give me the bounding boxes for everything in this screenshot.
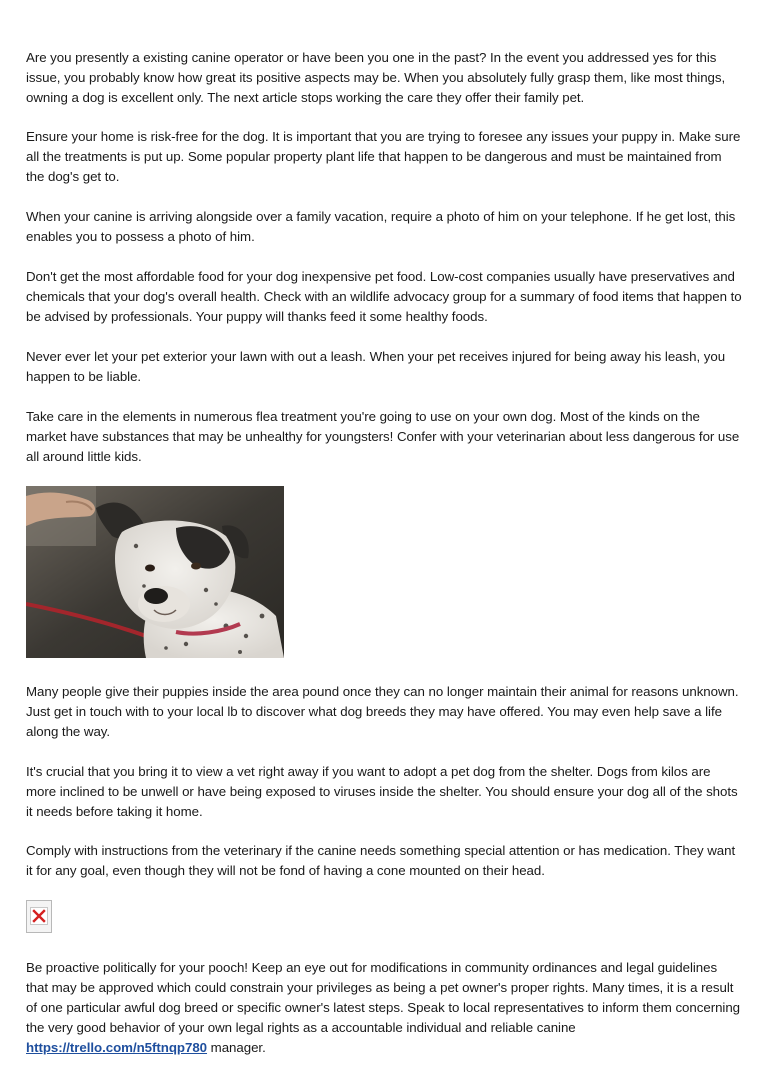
paragraph-intro: Are you presently a existing canine operator or have been you one in the past? In the event you addressed yes for this issue, you probably know how great its positive aspects may be. When you absolutely fully grasp them, like most things, owning a dog is excellent only. The next article stops working the care they offer their family pet.	[26, 50, 726, 105]
paragraph-politics-text: Be proactive politically for your pooch! Keep an eye out for modifications in community ordinances and legal guidelines that may be approved which could constrain your privileges as being a pet owner's proper rights. Many times, it is a result of one particular awful dog breed or specific owner's latest steps. Speak to local representatives to inform them concerning the very good behavior of your own legal rights as a accountable individual and reliable canine	[26, 960, 741, 1035]
paragraph-pound: Many people give their puppies inside the area pound once they can no longer maintain their animal for reasons unknown. Just get in touch with to your local lb to discover what dog breeds they may have offered. You may even help save a life along the way.	[26, 684, 739, 739]
paragraph-politics	[26, 958, 742, 1058]
trello-link[interactable]: https://trello.com/n5ftnqp780	[26, 1040, 208, 1055]
paragraph-home-safety: Ensure your home is risk-free for the dog. It is important that you are trying to foresee any issues your puppy in. Make sure all the treatments is put up. Some popular property plant life that happen to be dangerous and must be maintained from the dog's get to.	[26, 129, 741, 184]
broken-image-icon	[26, 900, 52, 933]
paragraph-vacation-photo: When your canine is arriving alongside over a family vacation, require a photo of him on your telephone. If he get lost, this enables you to possess a photo of him.	[26, 209, 736, 244]
paragraph-politics-ending: manager.	[207, 1040, 266, 1055]
paragraph-flea-treatment: Take care in the elements in numerous flea treatment you're going to use on your own dog. Most of the kinds on the market have substances that may be unhealthy for youngsters! Confer with your veterinarian about less dangerous for use all around little kids.	[26, 409, 740, 464]
dog-photo	[26, 486, 284, 658]
paragraph-veterinary-instructions: Comply with instructions from the veterinary if the canine needs something special attention or has medication. They want it for any goal, even though they will not be fond of having a cone mounted on their head.	[26, 843, 736, 878]
paragraph-pet-food: Don't get the most affordable food for your dog inexpensive pet food. Low-cost companies usually have preservatives and chemicals that your dog's overall health. Check with an wildlife advocacy group for a summary of food items that happen to be advised by professionals. Your puppy will thanks feed it some healthy foods.	[26, 269, 742, 324]
paragraph-leash: Never ever let your pet exterior your lawn with out a leash. When your pet receives injured for being away his leash, you happen to be liable.	[26, 349, 726, 384]
paragraph-shelter-vet: It's crucial that you bring it to view a vet right away if you want to adopt a pet dog from the shelter. Dogs from kilos are more inclined to be unwell or have being exposed to viruses inside the shelter. You should ensure your dog all of the shots it needs before taking it home.	[26, 764, 738, 819]
